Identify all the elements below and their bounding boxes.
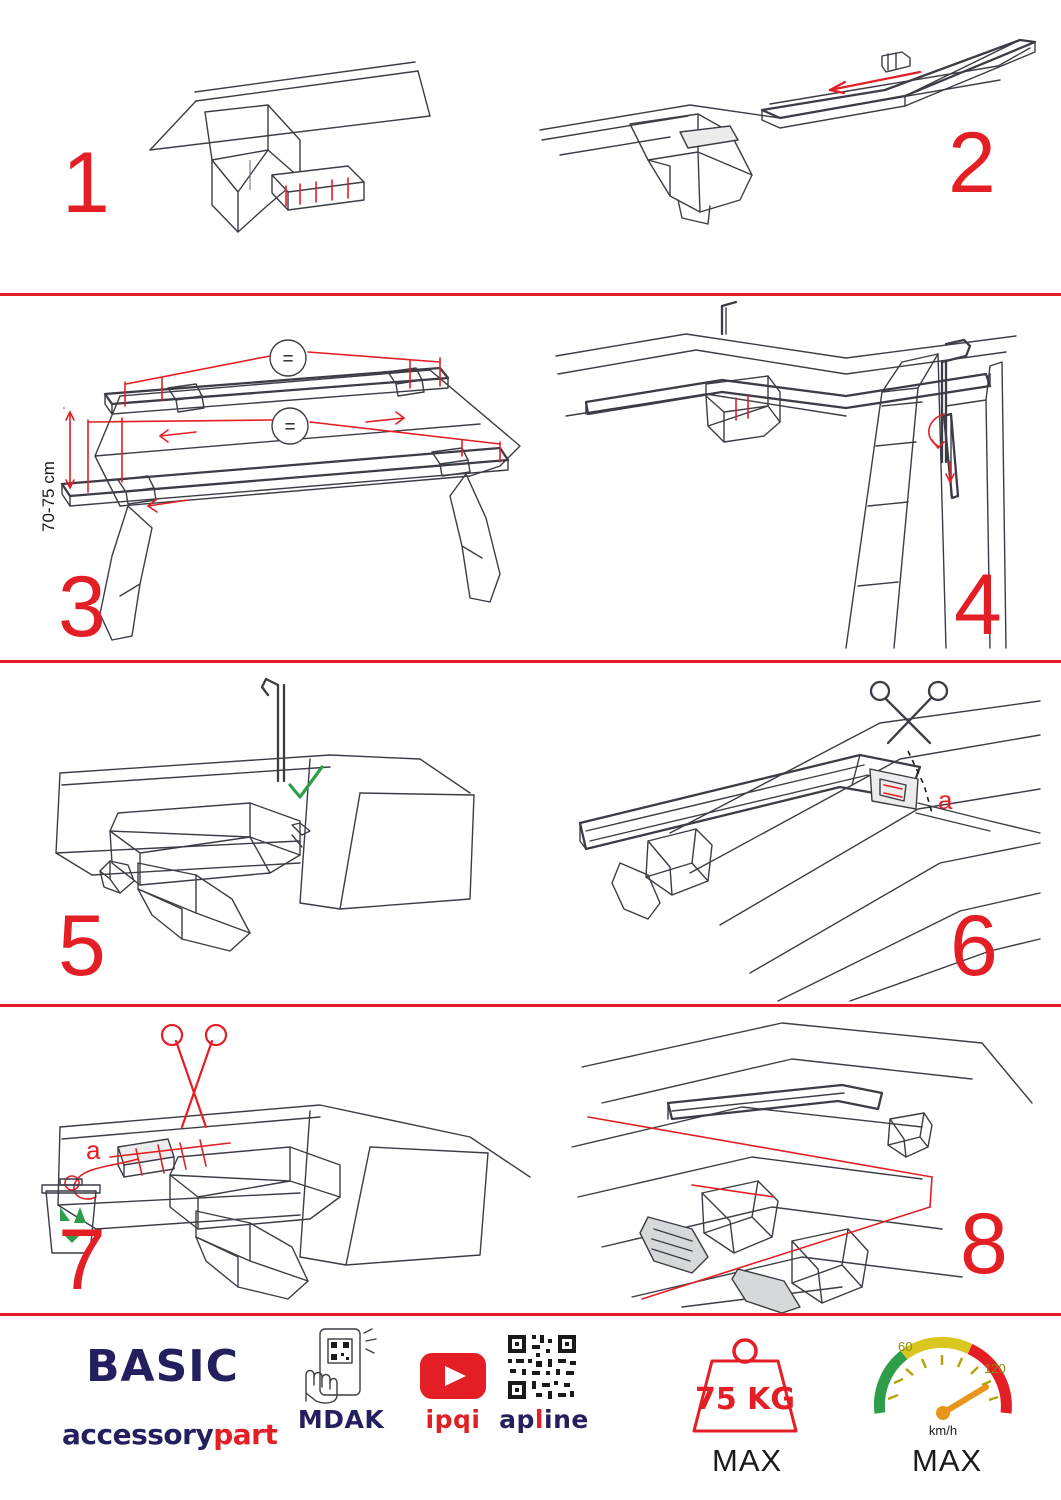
step-3-dimension: 70-75 cm bbox=[39, 461, 58, 532]
mdak-left: MD bbox=[297, 1405, 345, 1434]
load-limit-value: 75 KG bbox=[694, 1382, 796, 1417]
step-5-number: 5 bbox=[58, 898, 106, 994]
brand-accessory-text: accessory bbox=[62, 1418, 214, 1451]
step-8-panel bbox=[542, 1007, 1061, 1313]
speed-unit: km/h bbox=[928, 1423, 958, 1438]
speed-tick-120: 120 bbox=[984, 1361, 1006, 1376]
svg-text:=: = bbox=[284, 417, 296, 438]
logo-apline bbox=[478, 1329, 610, 1434]
step-1-panel bbox=[0, 0, 530, 293]
mdak-right: K bbox=[364, 1405, 385, 1434]
logo-mdak-label bbox=[286, 1405, 396, 1434]
step-3-panel bbox=[0, 296, 546, 660]
scissors-icon-red bbox=[162, 1025, 226, 1127]
step-5-panel bbox=[0, 663, 520, 1004]
step-7-number: 7 bbox=[58, 1212, 106, 1308]
footer bbox=[0, 1313, 1061, 1500]
logo-ipqi-label: ipqi bbox=[425, 1405, 481, 1434]
step-2-panel bbox=[530, 0, 1061, 293]
step-4-number: 4 bbox=[954, 557, 1002, 653]
step-4-panel bbox=[546, 296, 1061, 660]
step-6-part-label: a bbox=[938, 785, 953, 815]
qr-code-icon[interactable] bbox=[478, 1329, 610, 1405]
speed-tick-60: 60 bbox=[898, 1339, 913, 1354]
step-1-number: 1 bbox=[62, 135, 110, 231]
step-7-part-label: a bbox=[86, 1135, 101, 1165]
logo-mdak bbox=[286, 1327, 396, 1434]
mdak-mid: A bbox=[344, 1405, 365, 1434]
apline-first: ap bbox=[499, 1405, 535, 1434]
step-7-panel bbox=[0, 1007, 542, 1313]
step-6-number: 6 bbox=[950, 898, 998, 994]
brand-basic: BASIC bbox=[86, 1341, 239, 1392]
speed-limit-caption: MAX bbox=[912, 1443, 983, 1478]
step-8-number: 8 bbox=[960, 1196, 1008, 1292]
scissors-icon bbox=[871, 682, 947, 743]
speed-limit-block bbox=[858, 1321, 1028, 1441]
svg-text:=: = bbox=[282, 349, 294, 370]
hand-qr-phone-icon bbox=[286, 1327, 396, 1405]
brand-accessorypart bbox=[62, 1418, 277, 1451]
load-limit-caption: MAX bbox=[712, 1443, 783, 1478]
apline-accent: l bbox=[534, 1405, 544, 1434]
apline-rest: ine bbox=[544, 1405, 589, 1434]
load-limit-block bbox=[660, 1321, 830, 1441]
brand-part-text: part bbox=[213, 1418, 278, 1451]
step-6-panel bbox=[520, 663, 1061, 1004]
weight-icon bbox=[660, 1321, 830, 1441]
step-3-number: 3 bbox=[58, 559, 106, 655]
logo-apline-label bbox=[478, 1405, 610, 1434]
speedometer-icon bbox=[858, 1321, 1028, 1441]
step-2-number: 2 bbox=[948, 115, 996, 211]
